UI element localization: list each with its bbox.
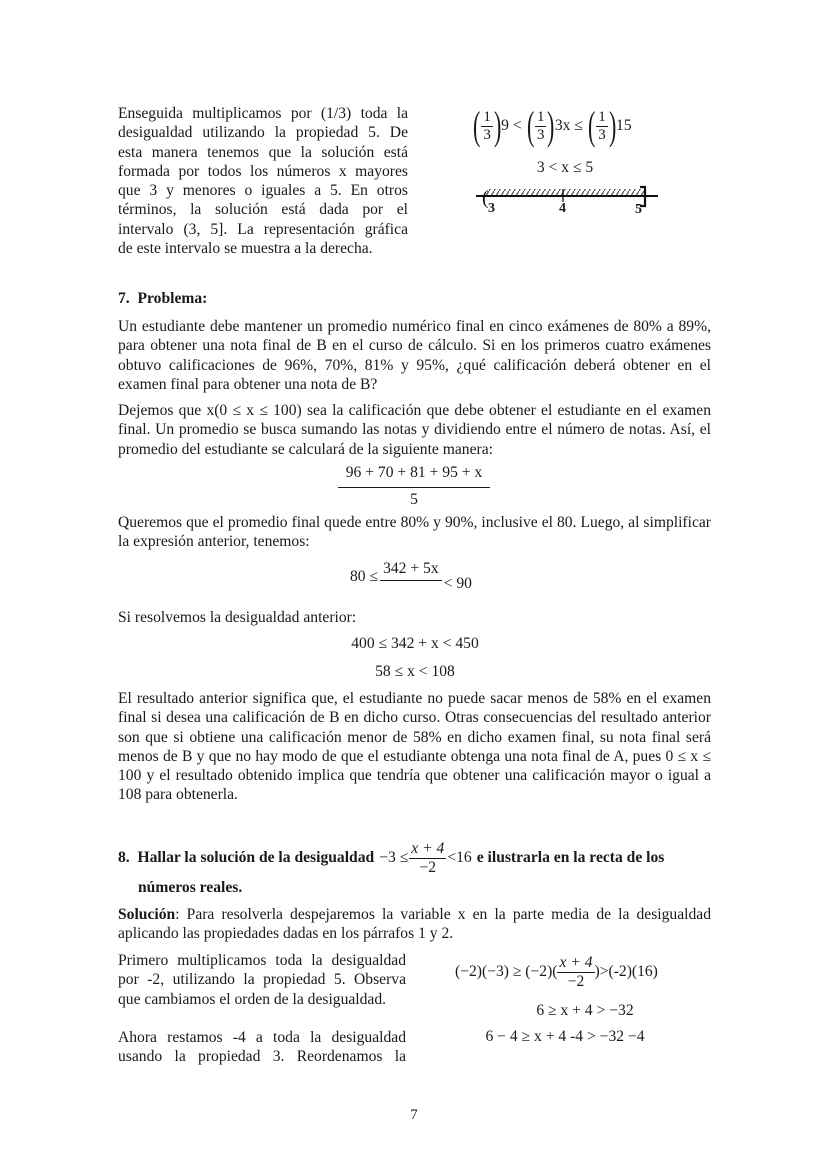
- step-1-fraction: $\frac{x + 4}{-2}$: [559, 953, 593, 990]
- step-1-line: Primero multiplicamos toda la desigualdad: [118, 952, 406, 969]
- step-1-eq-right: )>(-2)(16): [594, 963, 658, 980]
- intro-line: formada por todos los números x mayores: [118, 162, 408, 180]
- paren-open: (: [587, 103, 596, 148]
- inequality-fraction: 342 + 5x: [380, 560, 442, 595]
- problem-7-paragraph-5: El resultado anterior significa que, el estudiante no puede sacar menos de 58% en el examen final si desea una calificación de B en dicho curso. Otras consecuencias del resultado anterior son que si obtiene una calificación menor de 58% en dicho examen final, su nota final será menos de B y que no hay modo de que el estudiante obtenga una nota final de A, pues 0 ≤ x ≤ 100 y el resultado obtenido implica que tendría que obtener una calificación mayor o igual a 108 para obtenerla.: [118, 690, 711, 804]
- heading-inequality: [379, 840, 472, 877]
- average-formula: [338, 464, 490, 509]
- step-1-result: 6 ≥ x + 4 > −32: [536, 1002, 634, 1019]
- problem-7-paragraph-4: Si resolvemos la desigualdad anterior:: [118, 609, 357, 626]
- eq-part-b: 3x ≤: [554, 117, 583, 134]
- inequality-step-1: 400 ≤ 342 + x < 450: [351, 635, 479, 652]
- solution-label: Solución: [118, 906, 176, 923]
- intro-line: términos, la solución está dada por el: [118, 201, 408, 219]
- step-2-line: Ahora restamos -4 a toda la desigualdad: [118, 1029, 406, 1046]
- paren-open: (: [472, 103, 481, 148]
- page-number: 7: [410, 1107, 418, 1123]
- empty-denominator: [380, 581, 442, 595]
- number-line: [474, 183, 660, 219]
- step-2-line: usando la propiedad 3. Reordenamos la: [118, 1048, 406, 1066]
- number-line-graphic: [474, 183, 660, 219]
- heading-math-left: −3 ≤: [379, 849, 409, 866]
- eq-part-a: 9 <: [501, 117, 522, 134]
- solution-text: : Para resolverla despejaremos la variable x en la parte media de la desigualdad aplicando las propiedades dadas en los párrafos 1 y 2.: [118, 906, 711, 943]
- left-open-bracket: (: [482, 187, 489, 209]
- step-1-line: que cambiamos el orden de la desigualdad.: [118, 990, 387, 1008]
- intro-line: desigualdad utilizando la propiedad 5. De: [118, 124, 408, 142]
- step-1-equation: [455, 951, 658, 993]
- paren-close: ): [547, 103, 555, 148]
- inequality-average: [350, 555, 472, 599]
- solution-inequality: 3 < x ≤ 5: [536, 159, 594, 176]
- intro-line: que 3 y menores o iguales a 5. En otros: [118, 182, 408, 200]
- step-1-eq-left: (−2)(−3) ≥ (−2)(: [455, 963, 558, 980]
- heading-prefix: 8. Hallar la solución de la desigualdad: [118, 849, 375, 866]
- problem-7-paragraph-3: Queremos que el promedio final quede entre 80% y 90%, inclusive el 80. Luego, al simplificar la expresión anterior, tenemos:: [118, 514, 711, 551]
- number-line-label-4: 4: [559, 201, 566, 216]
- step-1-line: por -2, utilizando la propiedad 5. Observa: [118, 971, 406, 989]
- eq-part-c: 15: [616, 117, 632, 134]
- step-1-text: [118, 951, 406, 1009]
- intro-paragraph: [118, 104, 408, 258]
- step-2-equation: 6 − 4 ≥ x + 4 -4 > −32 −4: [485, 1028, 645, 1045]
- intro-line: Enseguida multiplicamos por (1/3) toda la: [118, 105, 408, 122]
- problem-7-statement: Un estudiante debe mantener un promedio numérico final en cinco exámenes de 80% a 89%, para obtener una nota final de B en el curso de cálculo. Si en los primeros cuatro exámenes obtuvo calificaciones de 96%, 70%, 81% y 95%, ¿qué calificación deberá obtener en el examen final para obtener una nota de B?: [118, 318, 711, 393]
- intro-line: intervalo (3, 5]. La representación gráfica: [118, 220, 408, 238]
- step-2-text: [118, 1028, 406, 1067]
- problem-8-heading: [118, 836, 718, 880]
- fraction-one-third: $\frac{1}{3}$: [598, 108, 606, 143]
- average-fraction: 96 + 70 + 81 + 95 + x 5: [338, 464, 490, 509]
- intro-line: de este intervalo se muestra a la derecha.: [118, 240, 373, 258]
- problem-8-solution: [118, 905, 711, 944]
- equation-multiply-third: [470, 104, 632, 148]
- paren-close: ): [493, 103, 502, 148]
- inequality-step-2: 58 ≤ x < 108: [375, 663, 455, 680]
- heading-suffix: e ilustrarla en la recta de los: [476, 849, 665, 866]
- inequality-left: 80 ≤: [350, 568, 379, 585]
- heading-fraction: $\frac{x + 4}{-2}$: [411, 839, 445, 876]
- intro-line: esta manera tenemos que la solución está: [118, 143, 408, 161]
- paren-close: ): [608, 103, 617, 148]
- fraction-one-third: $\frac{1}{3}$: [536, 108, 545, 143]
- inequality-right: < 90: [443, 575, 472, 592]
- heading-math-right: <16: [447, 849, 472, 866]
- fraction-one-third: $\frac{1}{3}$: [483, 108, 491, 143]
- number-line-label-3: 3: [488, 201, 495, 216]
- problem-7-paragraph-2: Dejemos que x(0 ≤ x ≤ 100) sea la calificación que debe obtener el estudiante en el examen final. Un promedio se busca sumando las notas y dividiendo entre el número de notas. Así, el promedio del estudiante se calculará de la siguiente manera:: [118, 402, 711, 458]
- problem-7-heading: 7. Problema:: [118, 290, 208, 307]
- problem-8-heading-line-2: números reales.: [138, 879, 243, 896]
- paren-open: (: [526, 103, 534, 148]
- number-line-label-5: 5: [635, 202, 642, 217]
